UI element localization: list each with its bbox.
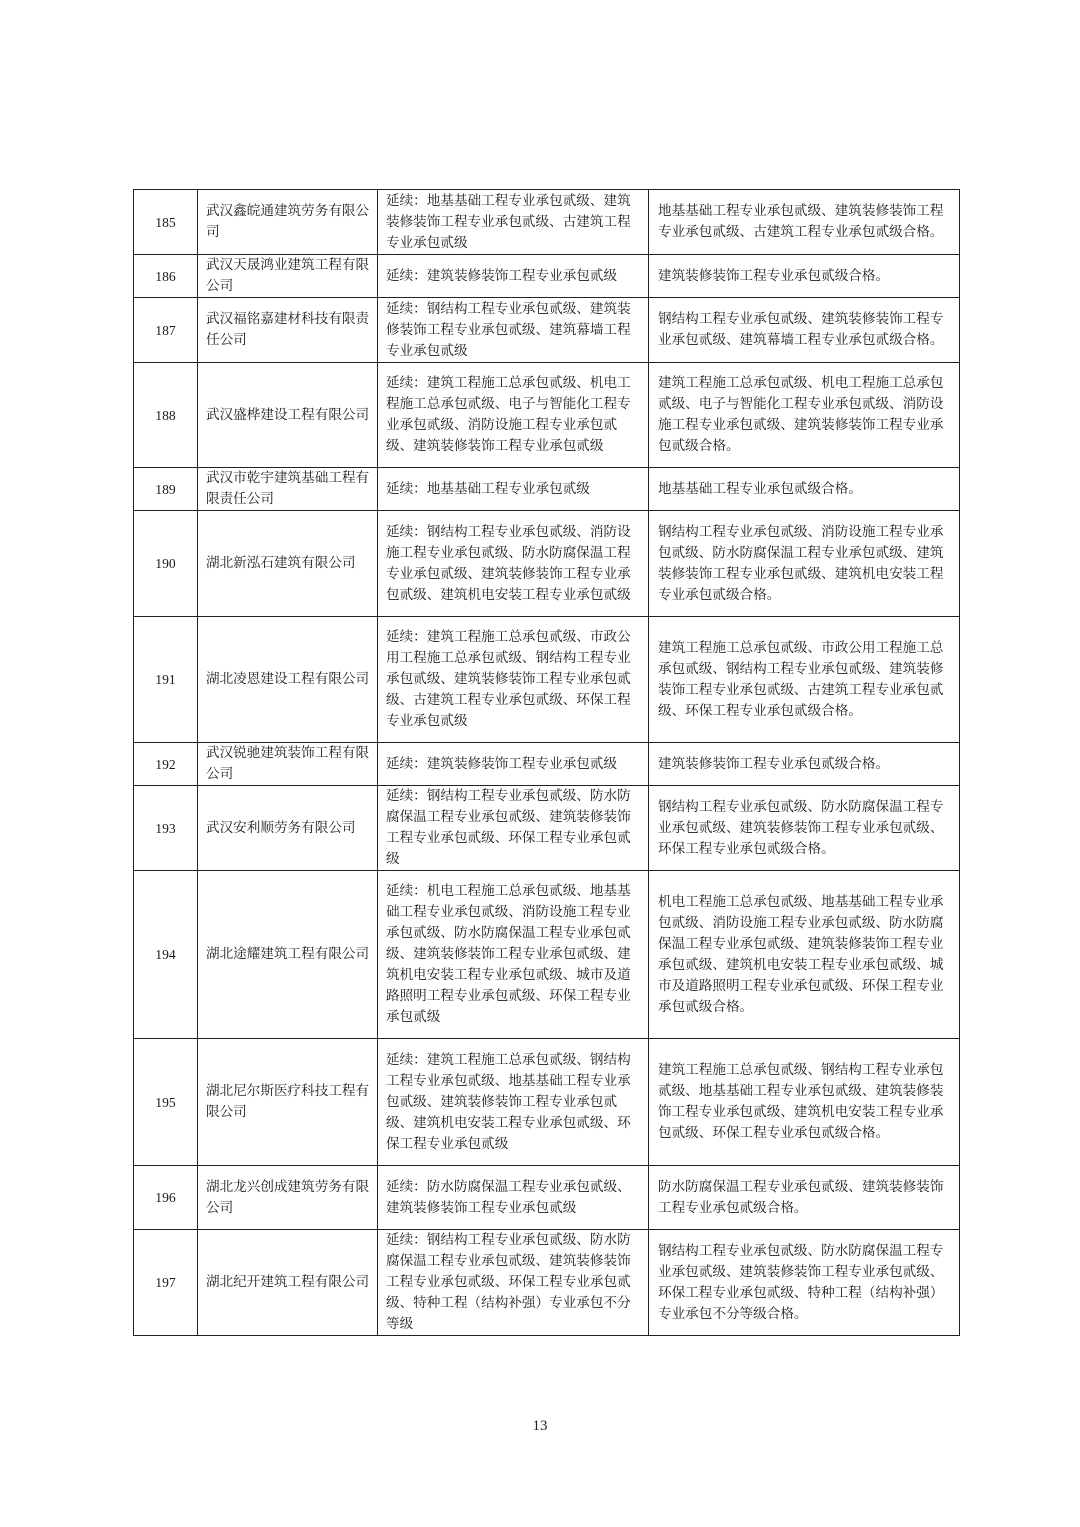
table-row [134, 298, 960, 363]
row-number: 190 [134, 511, 198, 617]
company-name: 武汉天晟鸿业建筑工程有限公司 [198, 255, 378, 298]
page-number: 13 [532, 1418, 548, 1434]
company-name: 湖北纪开建筑工程有限公司 [198, 1230, 378, 1336]
table-row [134, 190, 960, 255]
table-row [134, 363, 960, 468]
review-result: 建筑工程施工总承包贰级、钢结构工程专业承包贰级、地基基础工程专业承包贰级、建筑装修装饰工程专业承包贰级、建筑机电安装工程专业承包贰级、环保工程专业承包贰级合格。 [649, 1039, 960, 1166]
row-number: 185 [134, 190, 198, 255]
table-row [134, 1230, 960, 1336]
company-name: 湖北尼尔斯医疗科技工程有限公司 [198, 1039, 378, 1166]
review-result: 钢结构工程专业承包贰级、建筑装修装饰工程专业承包贰级、建筑幕墙工程专业承包贰级合格。 [649, 298, 960, 363]
row-number: 191 [134, 617, 198, 743]
review-result: 建筑工程施工总承包贰级、机电工程施工总承包贰级、电子与智能化工程专业承包贰级、消防设施工程专业承包贰级、建筑装修装饰工程专业承包贰级合格。 [649, 363, 960, 468]
applied-qualifications: 延续：建筑工程施工总承包贰级、钢结构工程专业承包贰级、地基基础工程专业承包贰级、建筑装修装饰工程专业承包贰级、建筑机电安装工程专业承包贰级、环保工程专业承包贰级 [378, 1039, 649, 1166]
applied-qualifications: 延续：钢结构工程专业承包贰级、消防设施工程专业承包贰级、防水防腐保温工程专业承包贰级、建筑装修装饰工程专业承包贰级、建筑机电安装工程专业承包贰级 [378, 511, 649, 617]
company-name: 武汉福铭嘉建材科技有限责任公司 [198, 298, 378, 363]
review-result: 地基基础工程专业承包贰级合格。 [649, 468, 960, 511]
applied-qualifications: 延续：建筑工程施工总承包贰级、机电工程施工总承包贰级、电子与智能化工程专业承包贰级、消防设施工程专业承包贰级、建筑装修装饰工程专业承包贰级 [378, 363, 649, 468]
applied-qualifications: 延续：建筑工程施工总承包贰级、市政公用工程施工总承包贰级、钢结构工程专业承包贰级、建筑装修装饰工程专业承包贰级、古建筑工程专业承包贰级、环保工程专业承包贰级 [378, 617, 649, 743]
review-result: 建筑装修装饰工程专业承包贰级合格。 [649, 743, 960, 786]
applied-qualifications: 延续：防水防腐保温工程专业承包贰级、建筑装修装饰工程专业承包贰级 [378, 1166, 649, 1230]
review-result: 建筑装修装饰工程专业承包贰级合格。 [649, 255, 960, 298]
table-row [134, 617, 960, 743]
row-number: 197 [134, 1230, 198, 1336]
row-number: 189 [134, 468, 198, 511]
row-number: 196 [134, 1166, 198, 1230]
applied-qualifications: 延续：地基基础工程专业承包贰级 [378, 468, 649, 511]
company-name: 武汉市乾宇建筑基础工程有限责任公司 [198, 468, 378, 511]
table-row [134, 786, 960, 871]
company-name: 武汉安利顺劳务有限公司 [198, 786, 378, 871]
company-name: 湖北新泓石建筑有限公司 [198, 511, 378, 617]
table-row [134, 743, 960, 786]
row-number: 195 [134, 1039, 198, 1166]
review-result: 建筑工程施工总承包贰级、市政公用工程施工总承包贰级、钢结构工程专业承包贰级、建筑装修装饰工程专业承包贰级、古建筑工程专业承包贰级、环保工程专业承包贰级合格。 [649, 617, 960, 743]
row-number: 186 [134, 255, 198, 298]
row-number: 193 [134, 786, 198, 871]
table-row [134, 255, 960, 298]
table-row [134, 1039, 960, 1166]
table-row [134, 871, 960, 1039]
applied-qualifications: 延续：钢结构工程专业承包贰级、防水防腐保温工程专业承包贰级、建筑装修装饰工程专业承包贰级、环保工程专业承包贰级、特种工程（结构补强）专业承包不分等级 [378, 1230, 649, 1336]
company-name: 湖北龙兴创成建筑劳务有限公司 [198, 1166, 378, 1230]
applied-qualifications: 延续：建筑装修装饰工程专业承包贰级 [378, 743, 649, 786]
qualification-table [133, 189, 960, 1336]
applied-qualifications: 延续：地基基础工程专业承包贰级、建筑装修装饰工程专业承包贰级、古建筑工程专业承包贰级 [378, 190, 649, 255]
table-row [134, 511, 960, 617]
company-name: 湖北凌恩建设工程有限公司 [198, 617, 378, 743]
row-number: 194 [134, 871, 198, 1039]
table-row [134, 468, 960, 511]
company-name: 武汉盛桦建设工程有限公司 [198, 363, 378, 468]
review-result: 地基基础工程专业承包贰级、建筑装修装饰工程专业承包贰级、古建筑工程专业承包贰级合格。 [649, 190, 960, 255]
applied-qualifications: 延续：钢结构工程专业承包贰级、防水防腐保温工程专业承包贰级、建筑装修装饰工程专业承包贰级、环保工程专业承包贰级 [378, 786, 649, 871]
company-name: 湖北途耀建筑工程有限公司 [198, 871, 378, 1039]
applied-qualifications: 延续：建筑装修装饰工程专业承包贰级 [378, 255, 649, 298]
applied-qualifications: 延续：机电工程施工总承包贰级、地基基础工程专业承包贰级、消防设施工程专业承包贰级、防水防腐保温工程专业承包贰级、建筑装修装饰工程专业承包贰级、建筑机电安装工程专业承包贰级、城市及道路照明工程专业承包贰级、环保工程专业承包贰级 [378, 871, 649, 1039]
row-number: 188 [134, 363, 198, 468]
review-result: 钢结构工程专业承包贰级、消防设施工程专业承包贰级、防水防腐保温工程专业承包贰级、建筑装修装饰工程专业承包贰级、建筑机电安装工程专业承包贰级合格。 [649, 511, 960, 617]
review-result: 钢结构工程专业承包贰级、防水防腐保温工程专业承包贰级、建筑装修装饰工程专业承包贰级、环保工程专业承包贰级合格。 [649, 786, 960, 871]
review-result: 防水防腐保温工程专业承包贰级、建筑装修装饰工程专业承包贰级合格。 [649, 1166, 960, 1230]
row-number: 187 [134, 298, 198, 363]
company-name: 武汉鑫皖通建筑劳务有限公司 [198, 190, 378, 255]
company-name: 武汉锐驰建筑装饰工程有限公司 [198, 743, 378, 786]
row-number: 192 [134, 743, 198, 786]
review-result: 钢结构工程专业承包贰级、防水防腐保温工程专业承包贰级、建筑装修装饰工程专业承包贰级、环保工程专业承包贰级、特种工程（结构补强）专业承包不分等级合格。 [649, 1230, 960, 1336]
review-result: 机电工程施工总承包贰级、地基基础工程专业承包贰级、消防设施工程专业承包贰级、防水防腐保温工程专业承包贰级、建筑装修装饰工程专业承包贰级、建筑机电安装工程专业承包贰级、城市及道路照明工程专业承包贰级、环保工程专业承包贰级合格。 [649, 871, 960, 1039]
applied-qualifications: 延续：钢结构工程专业承包贰级、建筑装修装饰工程专业承包贰级、建筑幕墙工程专业承包贰级 [378, 298, 649, 363]
table-row [134, 1166, 960, 1230]
